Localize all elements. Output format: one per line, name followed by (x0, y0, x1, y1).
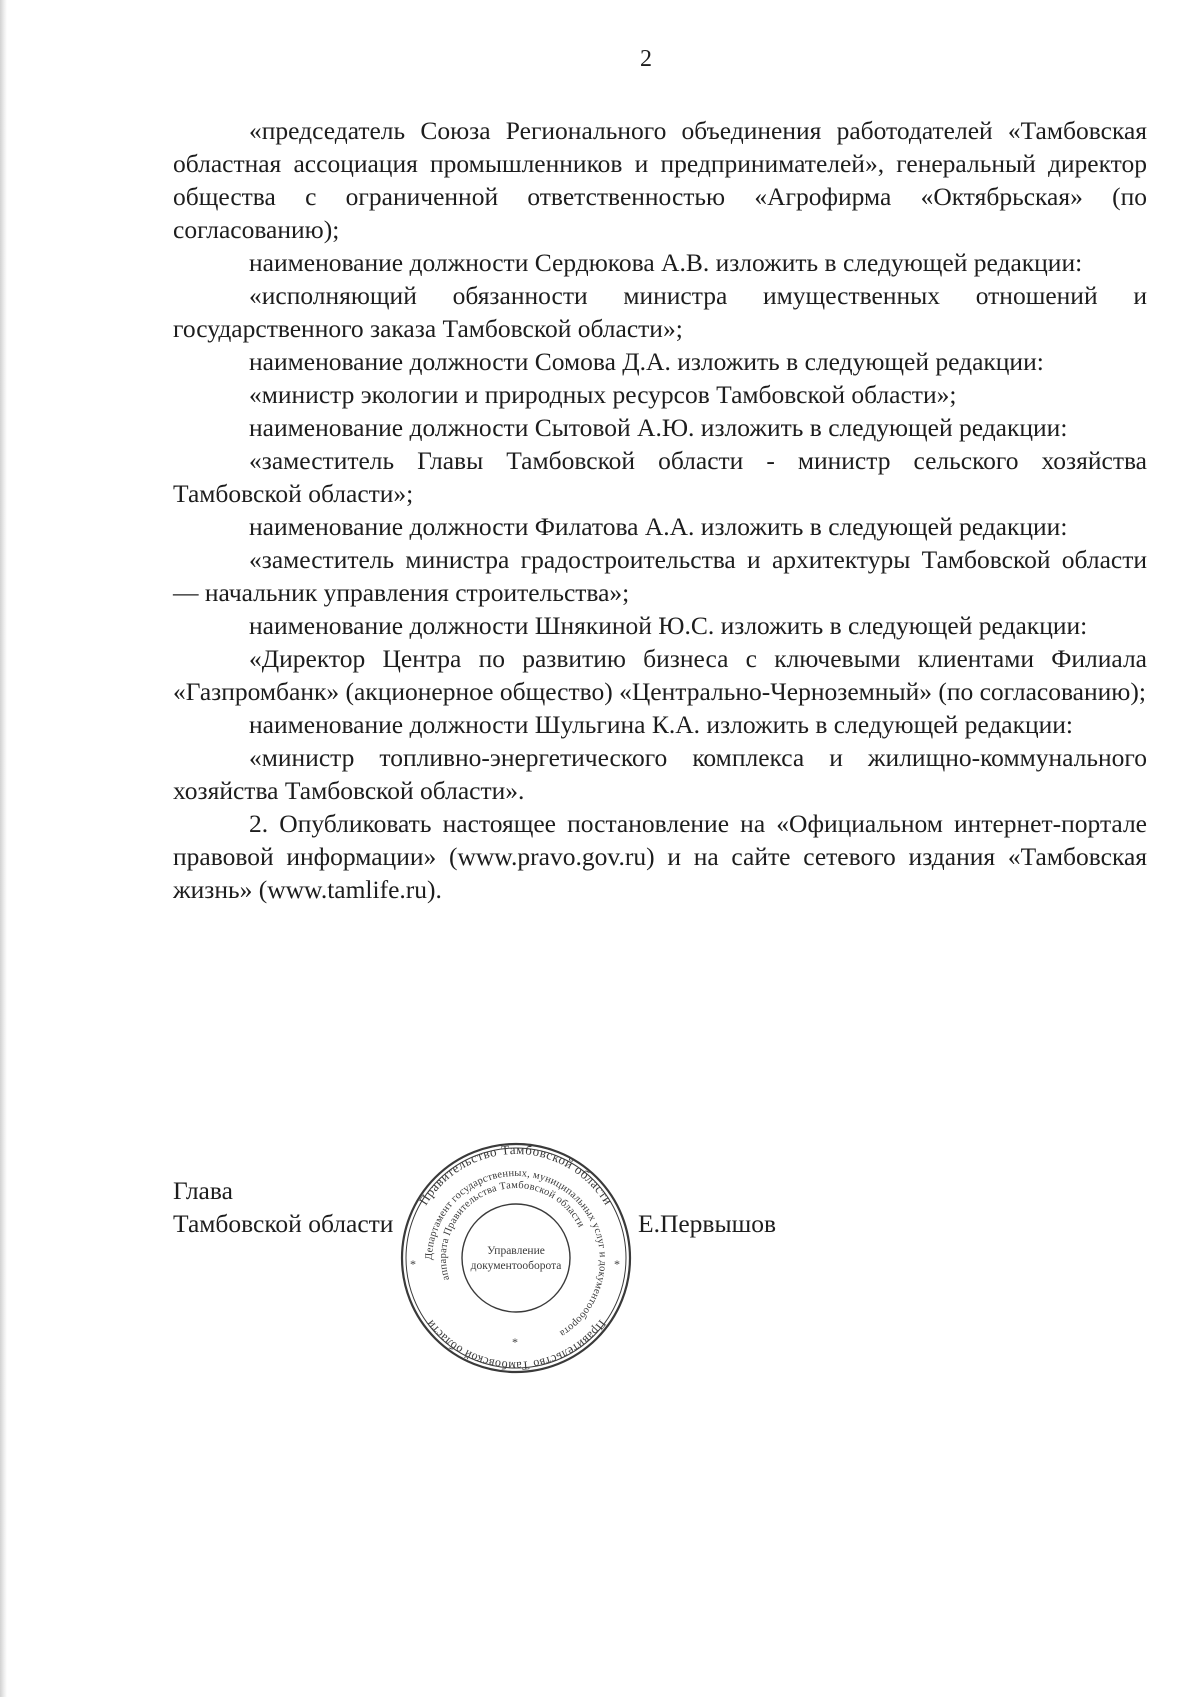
paragraph-7: «заместитель Главы Тамбовской области - министр сельского хозяйства Тамбовской области»; (173, 446, 1147, 508)
paragraph-1: «председатель Союза Регионального объединения работодателей «Тамбовская областная ассоциация промышленников и предпринимателей», генеральный директор общества с ограниченной ответственностью «Агрофирма «Октябрьская» (по согласованию); (173, 116, 1147, 244)
seal-middle-text: Департамент государственных, муниципальных услуг и документооборота (423, 1167, 609, 1339)
seal-star-left-icon: * (410, 1257, 416, 1271)
paragraph-9: «заместитель министра градостроительства и архитектуры Тамбовской области — начальник управления строительства»; (173, 545, 1147, 607)
page-number: 2 (640, 46, 652, 72)
paragraph-3: «исполняющий обязанности министра имущественных отношений и государственного заказа Тамбовской области»; (173, 281, 1147, 343)
signatory-title-line1: Глава (173, 1176, 233, 1205)
paragraph-4: наименование должности Сомова Д.А. изложить в следующей редакции: (249, 347, 1044, 376)
paragraph-13: «министр топливно-энергетического комплекса и жилищно-коммунального хозяйства Тамбовской области». (173, 743, 1147, 805)
scan-edge-shadow (0, 0, 7, 1697)
seal-center-line2: документооборота (470, 1260, 562, 1272)
signatory-name: Е.Первышов (638, 1209, 777, 1238)
paragraph-2: наименование должности Сердюкова А.В. изложить в следующей редакции: (249, 248, 1083, 277)
seal-star-right-icon: * (614, 1257, 620, 1271)
stamp-seal-graphic (396, 1138, 636, 1378)
paragraph-11: «Директор Центра по развитию бизнеса с ключевыми клиентами Филиала «Газпромбанк» (акционерное общество) «Центрально-Черноземный» (по согласованию); (173, 644, 1147, 706)
paragraph-6: наименование должности Сытовой А.Ю. изложить в следующей редакции: (249, 413, 1068, 442)
paragraph-5: «министр экологии и природных ресурсов Тамбовской области»; (249, 380, 957, 409)
seal-outer-text-bottom: Правительство Тамбовской области (423, 1317, 609, 1374)
signatory-title-line2: Тамбовской области (173, 1209, 394, 1238)
seal-center-line1: Управление (487, 1245, 545, 1257)
paragraph-10: наименование должности Шнякиной Ю.С. изложить в следующей редакции: (249, 611, 1088, 640)
paragraph-14: 2. Опубликовать настоящее постановление на «Официальном интернет-портале правовой информации» (www.pravo.gov.ru) и на сайте сетевого издания «Тамбовская жизнь» (www.tamlife.ru). (173, 809, 1147, 904)
document-body (173, 114, 1147, 906)
seal-star-bottom-icon: * (512, 1335, 518, 1349)
paragraph-8: наименование должности Филатова А.А. изложить в следующей редакции: (249, 512, 1068, 541)
official-stamp-seal (396, 1138, 636, 1378)
seal-outer-text-top: Правительство Тамбовской области (415, 1141, 617, 1208)
paragraph-12: наименование должности Шульгина К.А. изложить в следующей редакции: (249, 710, 1074, 739)
seal-inner-text: аппарата Правительства Тамбовской области (437, 1180, 587, 1282)
